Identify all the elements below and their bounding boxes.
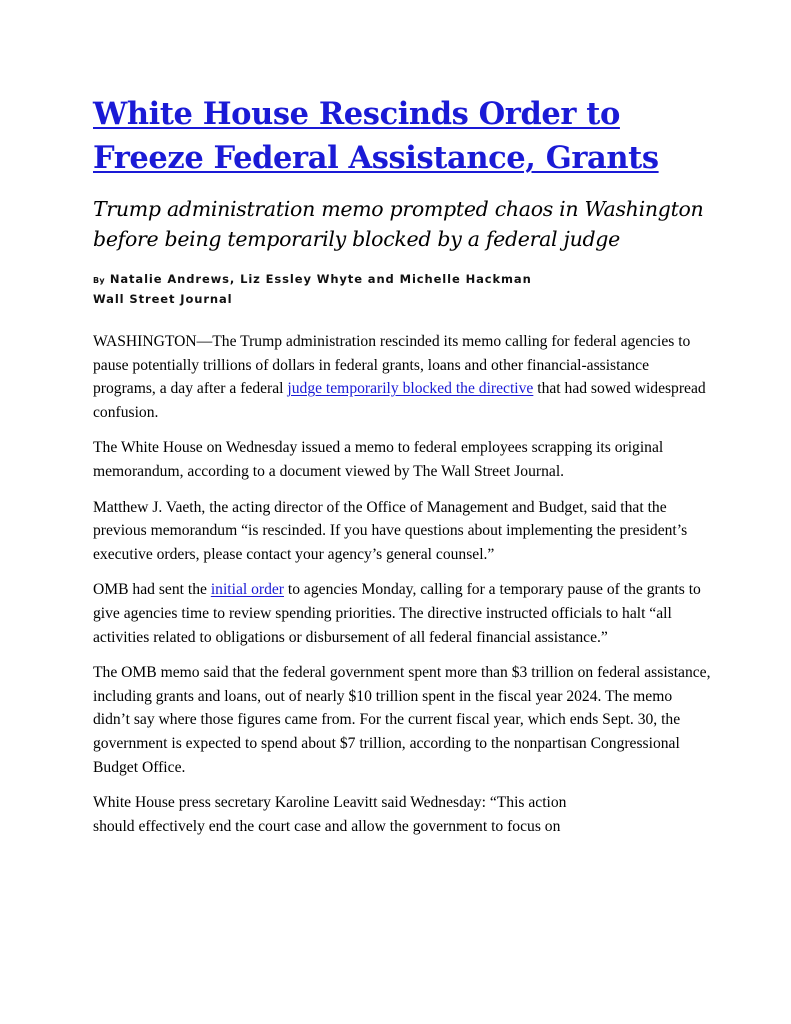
byline-authors: Natalie Andrews, Liz Essley Whyte and Michelle Hackman xyxy=(109,272,532,286)
paragraph-2: The White House on Wednesday issued a memo to federal employees scrapping its original memorandum, according to a document viewed by The Wall Street Journal. xyxy=(93,439,664,480)
paragraph-5: The OMB memo said that the federal government spent more than $3 trillion on federal assistance, including grants and loans, out of nearly $10 trillion spent in the fiscal year 2024. The memo didn’t say where those figures came from. For the current fiscal year, which ends Sept. 30, the government is expected to spend about $7 trillion, according to the nonpartisan Congressional Budget Office. xyxy=(93,664,711,776)
subhead-line-2: before being temporarily blocked by a federal judge xyxy=(93,227,620,251)
article-headline xyxy=(93,92,713,180)
paragraph-6-line-2: should effectively end the court case and allow the government to focus on xyxy=(93,817,561,835)
judge-blocked-directive-link[interactable]: judge temporarily blocked the directive xyxy=(287,380,534,398)
paragraph-1-text-b: that had sowed widespread confusion. xyxy=(93,380,706,421)
paragraph-1 xyxy=(93,330,713,424)
paragraph-4-text-a: OMB had sent the xyxy=(93,581,211,599)
headline-link[interactable] xyxy=(93,96,659,176)
headline-line-1: White House Rescinds Order to xyxy=(93,96,620,132)
byline xyxy=(93,270,713,308)
paragraph-1-text-a: WASHINGTON—The Trump administration rescinded its memo calling for federal agencies to pause potentially trillions of dollars in federal grants, loans and other financial-assistance programs, a day after a federal xyxy=(93,333,691,398)
article-body xyxy=(93,330,713,838)
headline-line-2: Freeze Federal Assistance, Grants xyxy=(93,140,659,176)
subhead-line-1: Trump administration memo prompted chaos in Washington xyxy=(93,197,704,221)
paragraph-6 xyxy=(93,791,713,838)
paragraph-4-text-b: to agencies Monday, calling for a temporary pause of the grants to give agencies time to review spending priorities. The directive instructed officials to halt “all activities related to obligations or disbursement of all federal financial assistance.” xyxy=(93,581,701,646)
article-page xyxy=(93,92,713,850)
paragraph-6-line-1: White House press secretary Karoline Leavitt said Wednesday: “This action xyxy=(93,794,567,812)
paragraph-4 xyxy=(93,578,713,649)
byline-prefix: By xyxy=(93,276,105,285)
article-subheadline xyxy=(93,194,713,254)
paragraph-3: Matthew J. Vaeth, the acting director of the Office of Management and Budget, said that the previous memorandum “is rescinded. If you have questions about implementing the president’s executive orders, please contact your agency’s general counsel.” xyxy=(93,498,688,563)
initial-order-link[interactable]: initial order xyxy=(210,581,284,599)
byline-publication: Wall Street Journal xyxy=(93,292,233,306)
